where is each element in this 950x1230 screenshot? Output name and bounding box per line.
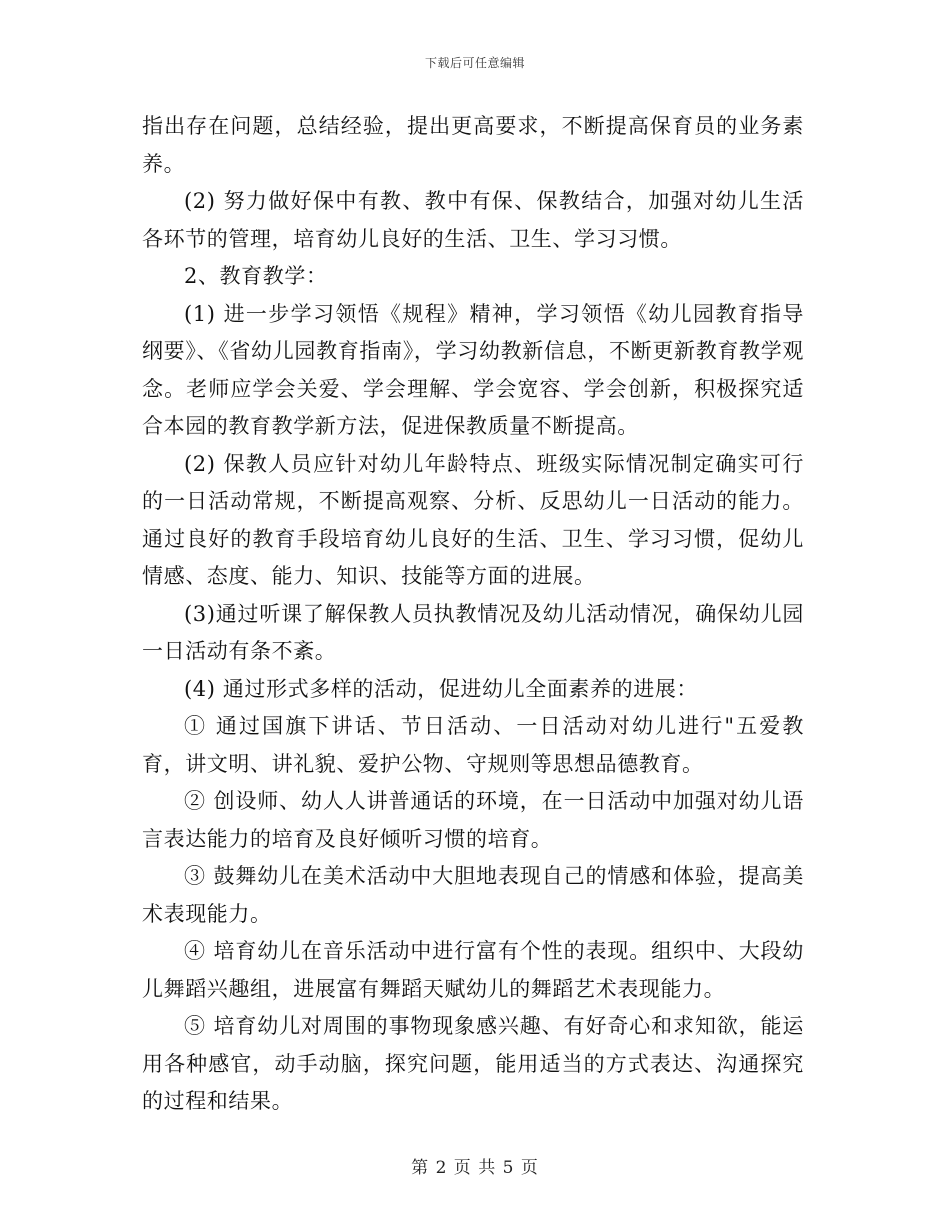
paragraph: (1) 进一步学习领悟《规程》精神，学习领悟《幼儿园教育指导纲要》、《省幼儿园教育指南》，学习幼教新信息，不断更新教育教学观念。老师应学会关爱、学会理解、学会宽容、学会创新，积极探究适合本园的教育教学新方法，促进保教质量不断提高。 bbox=[142, 301, 804, 438]
paragraph: (3)通过听课了解保教人员执教情况及幼儿活动情况，确保幼儿园一日活动有条不紊。 bbox=[142, 601, 804, 663]
list-item: ② 创设师、幼人人讲普通话的环境，在一日活动中加强对幼儿语言表达能力的培育及良好倾听习惯的培育。 bbox=[142, 789, 804, 851]
page-number-footer: 第 2 页 共 5 页 bbox=[411, 1158, 539, 1178]
list-item: ④ 培育幼儿在音乐活动中进行富有个性的表现。组织中、大段幼儿舞蹈兴趣组，进展富有舞蹈天赋幼儿的舞蹈艺术表现能力。 bbox=[142, 939, 804, 1001]
page-header-note: 下载后可任意编辑 bbox=[424, 56, 525, 70]
section-heading: 2、教育教学： bbox=[184, 264, 328, 288]
paragraph: (2) 努力做好保中有教、教中有保、保教结合，加强对幼儿生活各环节的管理，培育幼儿良好的生活、卫生、学习习惯。 bbox=[142, 189, 804, 251]
paragraph: (4) 通过形式多样的活动，促进幼儿全面素养的进展： bbox=[184, 676, 699, 701]
paragraph: (2) 保教人员应针对幼儿年龄特点、班级实际情况制定确实可行的一日活动常规，不断提高观察、分析、反思幼儿一日活动的能力。通过良好的教育手段培育幼儿良好的生活、卫生、学习习惯，促幼儿情感、态度、能力、知识、技能等方面的进展。 bbox=[142, 451, 804, 588]
list-item: ① 通过国旗下讲话、节日活动、一日活动对幼儿进行"五爱教育，讲文明、讲礼貌、爱护公物、守规则等思想品德教育。 bbox=[142, 714, 804, 776]
list-item: ③ 鼓舞幼儿在美术活动中大胆地表现自己的情感和体验，提高美术表现能力。 bbox=[142, 864, 804, 926]
list-item: ⑤ 培育幼儿对周围的事物现象感兴趣、有好奇心和求知欲，能运用各种感官，动手动脑，探究问题，能用适当的方式表达、沟通探究的过程和结果。 bbox=[142, 1014, 804, 1113]
paragraph: 指出存在问题，总结经验，提出更高要求，不断提高保育员的业务素养。 bbox=[142, 114, 804, 176]
document-body bbox=[142, 108, 804, 1121]
